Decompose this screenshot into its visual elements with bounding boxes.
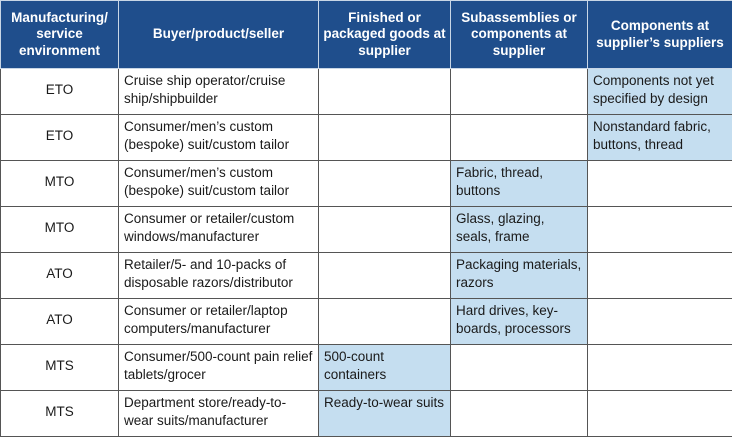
subassemblies-cell: Hard drives, key-boards, processors [451, 299, 588, 345]
header-environment: Manufacturing/ service environment [1, 1, 119, 69]
components-cell [588, 207, 732, 253]
table-row [1, 115, 732, 161]
components-cell [588, 391, 732, 437]
finished-cell [319, 299, 451, 345]
finished-cell: Ready-to-wear suits [319, 391, 451, 437]
env-cell: MTS [1, 391, 119, 437]
finished-cell [319, 115, 451, 161]
env-cell: ATO [1, 299, 119, 345]
table-row [1, 69, 732, 115]
finished-cell [319, 253, 451, 299]
header-finished-goods: Finished or packaged goods at supplier [319, 1, 451, 69]
subassemblies-cell: Fabric, thread, buttons [451, 161, 588, 207]
env-cell: MTO [1, 207, 119, 253]
header-components-suppliers: Components at supplier’s suppliers [588, 1, 732, 69]
env-cell: MTS [1, 345, 119, 391]
components-cell [588, 161, 732, 207]
env-cell: ATO [1, 253, 119, 299]
finished-cell [319, 207, 451, 253]
components-cell [588, 345, 732, 391]
buyer-cell: Consumer/men’s custom (bespoke) suit/custom tailor [119, 115, 319, 161]
components-cell: Nonstandard fabric, buttons, thread [588, 115, 732, 161]
env-cell: MTO [1, 161, 119, 207]
header-row [1, 1, 732, 69]
subassemblies-cell: Glass, glazing, seals, frame [451, 207, 588, 253]
subassemblies-cell [451, 69, 588, 115]
buyer-cell: Consumer or retailer/laptop computers/manufacturer [119, 299, 319, 345]
env-cell: ETO [1, 115, 119, 161]
finished-cell [319, 161, 451, 207]
buyer-cell: Consumer or retailer/custom windows/manufacturer [119, 207, 319, 253]
subassemblies-cell [451, 115, 588, 161]
env-cell: ETO [1, 69, 119, 115]
header-buyer-product-seller: Buyer/product/seller [119, 1, 319, 69]
header-subassemblies: Subassemblies or components at supplier [451, 1, 588, 69]
buyer-cell: Cruise ship operator/cruise ship/shipbuilder [119, 69, 319, 115]
table-row [1, 299, 732, 345]
components-cell [588, 253, 732, 299]
components-cell: Components not yet specified by design [588, 69, 732, 115]
table-row [1, 253, 732, 299]
subassemblies-cell [451, 391, 588, 437]
finished-cell [319, 69, 451, 115]
buyer-cell: Consumer/500-count pain relief tablets/grocer [119, 345, 319, 391]
table-row [1, 345, 732, 391]
components-cell [588, 299, 732, 345]
finished-cell: 500-count containers [319, 345, 451, 391]
table-row [1, 207, 732, 253]
table-row [1, 391, 732, 437]
buyer-cell: Consumer/men’s custom (bespoke) suit/custom tailor [119, 161, 319, 207]
buyer-cell: Retailer/5- and 10-packs of disposable razors/distributor [119, 253, 319, 299]
table-row [1, 161, 732, 207]
subassemblies-cell [451, 345, 588, 391]
subassemblies-cell: Packaging materials, razors [451, 253, 588, 299]
buyer-cell: Department store/ready-to-wear suits/manufacturer [119, 391, 319, 437]
